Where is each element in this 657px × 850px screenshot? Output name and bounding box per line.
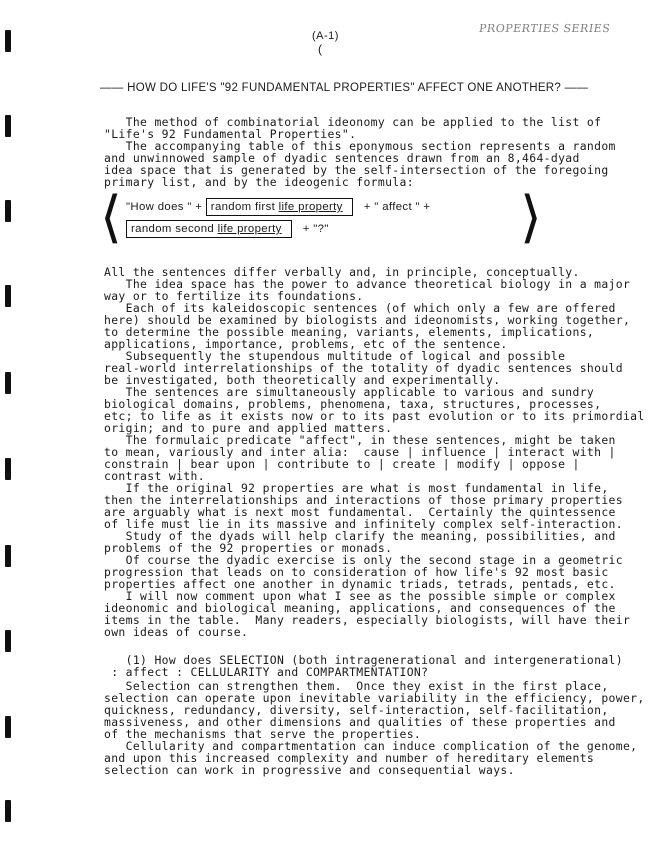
formula-how-does: "How does " +	[126, 201, 203, 213]
formula-line-2	[126, 220, 329, 238]
binder-mark	[5, 458, 11, 480]
binder-mark	[5, 115, 11, 137]
binder-mark	[5, 30, 11, 52]
formula-affect: + " affect " +	[363, 201, 431, 213]
life-property-2: life property	[217, 223, 282, 235]
stamp-text: PROPERTIES SERIES	[478, 22, 612, 35]
bracket-random-second: random second life property	[126, 220, 285, 238]
section-1-body: Selection can strengthen them. Once they exist in the first place, selection can operate upon inevitable variability in the efficiency, power, quickness, redundancy, diversity, self-interaction, self-facilitation, massiveness, and other dimensions and qualities of these properties and of the mechanisms that serve the properties. Cellularity and compartmentation can induce complication of the genome, and upon this increased complexity and number of hereditary elements selection can work in progressive and consequential ways.	[104, 679, 645, 777]
body-paragraphs: All the sentences differ verbally and, in principle, conceptually. The idea space has the power to advance theoretical biology in a major way or to fertilize its foundations. Each of its kaleidoscopic sentences (of which only a few are offered here) should be examined by biologists and ideonomists, working together, to determine the possible meaning, variants, elements, implications, applications, importance, problems, etc of the sentence. Subsequently the stupendous multitude of logical and possible real-world interrelationships of the totality of dyadic sentences should be investigated, both theoretically and experimentally. The sentences are simultaneously applicable to various and sundry biological domains, problems, phenomena, taxa, structures, processes, etc; to life as it exists now or to its past evolution or to its primordial origin; and to pure and applied matters. The formulaic predicate "affect", in these sentences, might be taken to mean, variously and inter alia: cause | influence | interact with | constrain | bear upon | contribute to | create | modify | oppose | contrast with. If the original 92 properties are what is most fundamental in life, then the interrelationships and interactions of those primary properties are arguably what is next most fundamental. Certainly the quintessence of life must lie in its massive and infinitely complex self-interaction. Study of the dyads will help clarify the meaning, possibilities, and problems of the 92 properties or monads. Of course the dyadic exercise is only the second stage in a geometric progression that leads on to consideration of how life's 92 most basic properties affect one another in dynamic triads, tetrads, pentads, etc. I will now comment upon what I see as the possible simple or complex ideonomic and biological meaning, applications, and consequences of the items in the table. Many readers, especially biologists, will have their own ideas of course.	[104, 265, 645, 639]
formula-line-1	[126, 198, 430, 216]
binder-mark	[5, 630, 11, 652]
intro-paragraphs: The method of combinatorial ideonomy can be applied to the list of "Life's 92 Fundamental Properties". The accompanying table of this eponymous section represents a random and unwinnowed sample of dyadic sentences drawn from an 8,464-dyad idea space that is generated by the self-intersection of the foregoing primary list, and by the ideogenic formula:	[104, 115, 616, 189]
bracket-close	[346, 198, 354, 216]
angle-bracket-right-icon: ⟩	[520, 185, 542, 250]
binder-mark	[5, 372, 11, 394]
page-number: (A-1)	[312, 30, 339, 42]
binder-mark	[5, 716, 11, 738]
binder-mark	[5, 200, 11, 222]
binder-mark	[5, 545, 11, 567]
binder-mark	[5, 800, 11, 822]
page-paren: (	[318, 42, 322, 56]
page-title: —— HOW DO LIFE'S "92 FUNDAMENTAL PROPERTIES" AFFECT ONE ANOTHER? ——	[100, 82, 589, 94]
section-1-heading: (1) How does SELECTION (both intragenerational and intergenerational) : affect : CELLULARITY and COMPARTMENTATION?	[111, 653, 623, 679]
formula-question: + "?"	[302, 223, 329, 235]
binder-mark	[5, 285, 11, 307]
bracket-close	[285, 220, 293, 238]
ideogenic-formula	[100, 185, 554, 258]
bracket-random-first: random first life property	[206, 198, 346, 216]
angle-bracket-left-icon: ⟨	[100, 185, 122, 250]
life-property-1: life property	[278, 201, 343, 213]
